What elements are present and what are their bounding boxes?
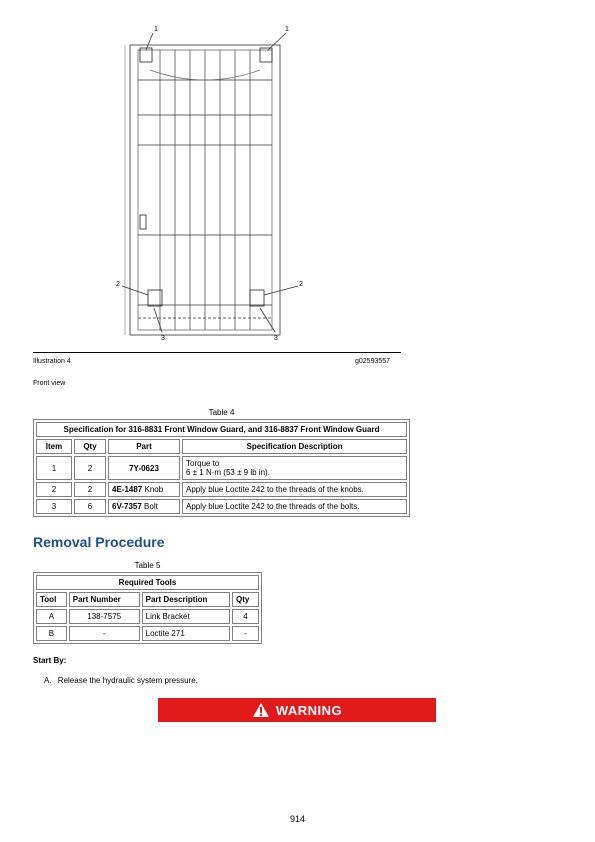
part-name: Knob: [144, 485, 164, 494]
window-guard-illustration: [110, 20, 310, 350]
header-qty: Qty: [74, 439, 106, 454]
table-row: 2 2 4E-1487 Knob Apply blue Loctite 242 to the threads of the knobs.: [36, 482, 407, 497]
table4-title: Specification for 316-8831 Front Window Guard, and 316-8837 Front Window Guard: [36, 422, 407, 437]
callout-1-right: 1: [285, 26, 289, 33]
table5-title: Required Tools: [36, 575, 259, 590]
callout-3-left: 3: [161, 335, 165, 342]
part-number: 4E-1487: [112, 485, 143, 494]
warning-label: WARNING: [275, 702, 343, 718]
callout-2-left: 2: [116, 281, 120, 288]
illustration-label: Illustration 4: [33, 358, 71, 365]
callout-3-right: 3: [274, 335, 278, 342]
page-number: 914: [289, 814, 306, 824]
header-qty: Qty: [232, 592, 259, 607]
warning-triangle-icon: [252, 702, 270, 718]
header-part-description: Part Description: [142, 592, 230, 607]
illustration-code: g02593557: [355, 358, 391, 365]
tools-table: [33, 572, 262, 644]
table-row: B - Loctite 271 -: [36, 626, 259, 641]
step-letter: A.: [44, 676, 52, 685]
header-item: Item: [36, 439, 72, 454]
section-heading: Removal Procedure: [33, 534, 165, 550]
part-number: 7Y-0623: [129, 463, 159, 473]
header-spec-desc: Specification Description: [182, 439, 407, 454]
table-row: A 138-7575 Link Bracket 4: [36, 609, 259, 624]
step-text: Release the hydraulic system pressure.: [57, 676, 198, 685]
warning-banner: [158, 698, 436, 722]
spec-table: [33, 419, 410, 517]
illustration-caption: Front view: [33, 380, 66, 387]
table-row: 3 6 6V-7357 Bolt Apply blue Loctite 242 to the threads of the bolts.: [36, 499, 407, 514]
table-row: 1 2 7Y-0623 Torque to 6 ± 1 N·m (53 ± 9 lb in).: [36, 456, 407, 480]
start-by-label: Start By:: [33, 656, 67, 665]
callout-1-left: 1: [154, 26, 158, 33]
header-part: Part: [108, 439, 180, 454]
header-tool: Tool: [36, 592, 67, 607]
illustration-divider: [33, 352, 401, 353]
header-part-number: Part Number: [69, 592, 140, 607]
step-a: [44, 676, 198, 685]
part-name: Bolt: [144, 502, 158, 511]
callout-2-right: 2: [299, 281, 303, 288]
table5-caption: Table 5: [134, 561, 161, 570]
part-number: 6V-7357: [112, 502, 142, 511]
table4-caption: Table 4: [208, 408, 235, 417]
